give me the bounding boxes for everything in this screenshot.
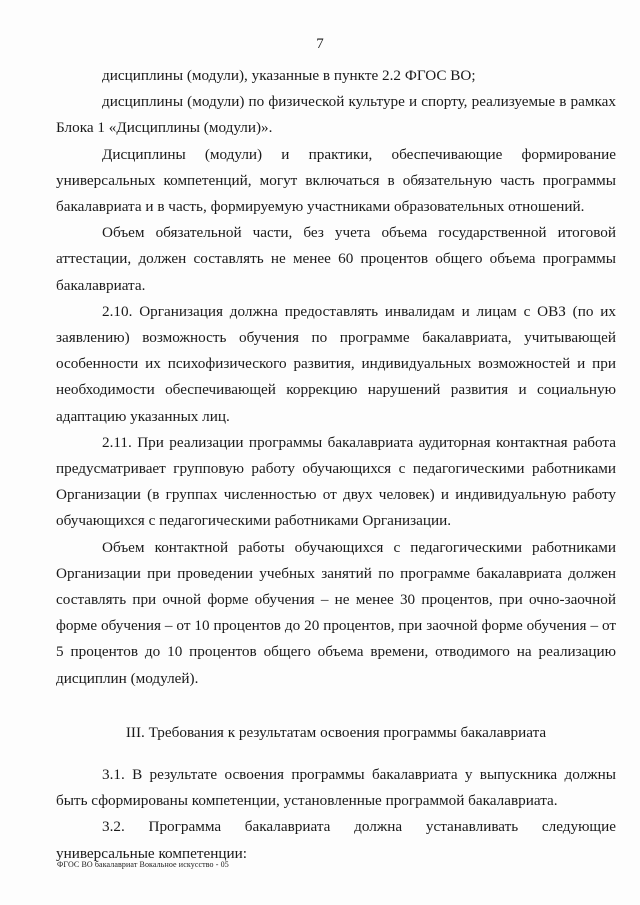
- paragraph: 3.1. В результате освоения программы бакалавриата у выпускника должны быть сформированы компетенции, установленные программой бакалавриата.: [56, 766, 616, 810]
- paragraph: Объем контактной работы обучающихся с педагогическими работниками Организации при проведении учебных занятий по программе бакалавриата должен составлять при очной форме обучения – не менее 30 процентов, при очно-заочной форме обучения – от 10 процентов до 20 процентов, при заочной форме обучения – от 5 процентов до 10 процентов общего объема времени, отводимого на реализацию дисциплин (модулей).: [56, 538, 616, 687]
- paragraph: Дисциплины (модули) и практики, обеспечивающие формирование универсальных компетенций, могут включаться в обязательную часть программы бакалавриата и в часть, формируемую участниками образовательных отношений.: [56, 145, 616, 216]
- paragraph: дисциплины (модули) по физической культуре и спорту, реализуемые в рамках Блока 1 «Дисциплины (модули)».: [56, 93, 616, 137]
- section-heading: III. Требования к результатам освоения программы бакалавриата: [125, 723, 547, 741]
- paragraph: 2.10. Организация должна предоставлять инвалидам и лицам с ОВЗ (по их заявлению) возможность обучения по программе бакалавриата, учитывающей особенности их психофизического развития, индивидуальных возможностей и при необходимости обеспечивающей коррекцию нарушений развития и социальную адаптацию указанных лиц.: [56, 302, 616, 425]
- paragraph: 2.11. При реализации программы бакалавриата аудиторная контактная работа предусматривает групповую работу обучающихся с педагогическими работниками Организации (в группах численностью от двух человек) и индивидуальную работу обучающихся с педагогическими работниками Организации.: [56, 433, 616, 530]
- paragraph: 3.2. Программа бакалавриата должна устанавливать следующие универсальные компетенции:: [56, 818, 616, 862]
- footer-note: ФГОС ВО бакалавриат Вокальное искусство - 05: [57, 860, 229, 869]
- page-number: 7: [316, 36, 324, 52]
- paragraph: дисциплины (модули), указанные в пункте 2.2 ФГОС ВО;: [102, 67, 476, 84]
- document-body: [56, 63, 616, 867]
- paragraph: Объем обязательной части, без учета объема государственной итоговой аттестации, должен составлять не менее 60 процентов общего объема программы бакалавриата.: [56, 224, 616, 294]
